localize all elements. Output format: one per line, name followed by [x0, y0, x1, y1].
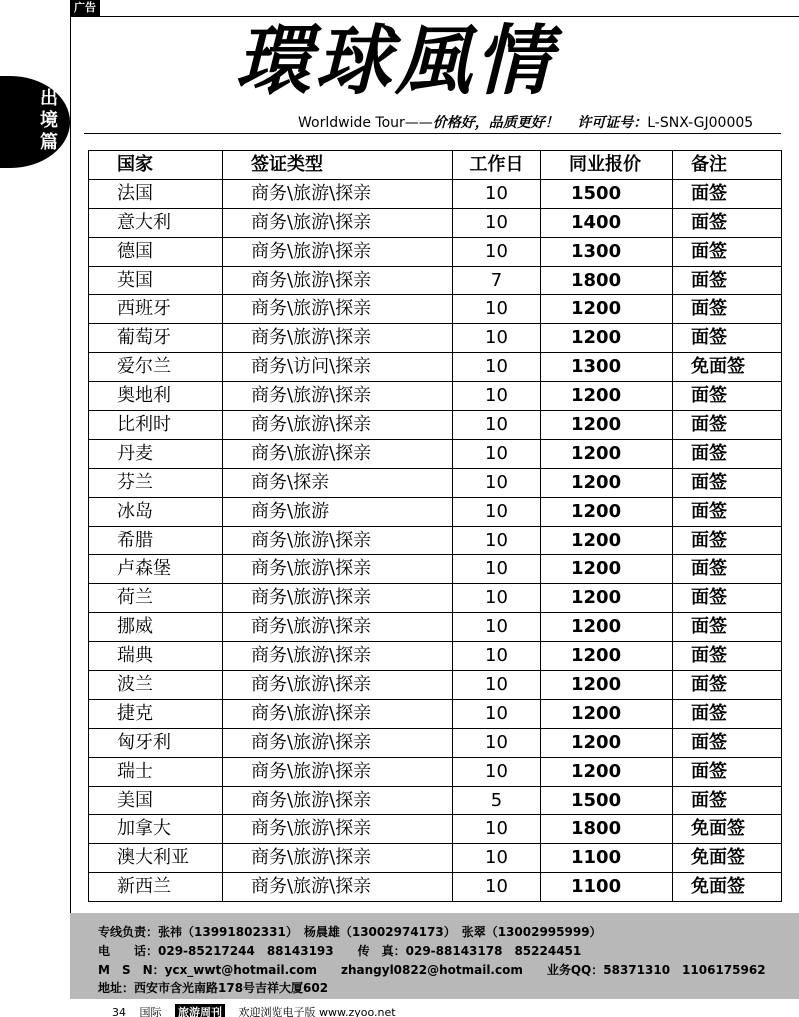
footer-website-text: 欢迎浏览电子版 www.zyoo.net	[238, 1006, 396, 1017]
price-cell: 1200	[541, 324, 673, 353]
working-days-cell: 10	[453, 208, 541, 237]
country-cell: 冰岛	[89, 497, 223, 526]
working-days-cell: 10	[453, 526, 541, 555]
price-cell: 1300	[541, 353, 673, 382]
visa-type-cell: 商务\访问\探亲	[223, 353, 453, 382]
country-cell: 奥地利	[89, 382, 223, 411]
table-row	[89, 295, 782, 324]
notes-cell: 面签	[673, 382, 782, 411]
visa-type-cell: 商务\旅游\探亲	[223, 757, 453, 786]
table-row	[89, 179, 782, 208]
table-header-row	[89, 151, 782, 180]
visa-type-cell: 商务\旅游\探亲	[223, 699, 453, 728]
header-price: 同业报价	[541, 151, 673, 180]
table-row	[89, 584, 782, 613]
working-days-cell: 10	[453, 844, 541, 873]
working-days-cell: 10	[453, 699, 541, 728]
working-days-cell: 10	[453, 324, 541, 353]
table-row	[89, 699, 782, 728]
table-row	[89, 555, 782, 584]
footer-section: 国际	[139, 1006, 162, 1017]
table-row	[89, 873, 782, 902]
country-cell: 瑞士	[89, 757, 223, 786]
country-cell: 美国	[89, 786, 223, 815]
notes-cell: 免面签	[673, 844, 782, 873]
price-cell: 1200	[541, 613, 673, 642]
working-days-cell: 10	[453, 613, 541, 642]
visa-type-cell: 商务\旅游\探亲	[223, 324, 453, 353]
notes-cell: 面签	[673, 642, 782, 671]
table-row	[89, 439, 782, 468]
working-days-cell: 10	[453, 815, 541, 844]
price-cell: 1200	[541, 439, 673, 468]
notes-cell: 面签	[673, 324, 782, 353]
header-country: 国家	[89, 151, 223, 180]
country-cell: 捷克	[89, 699, 223, 728]
table-row	[89, 642, 782, 671]
working-days-cell: 10	[453, 497, 541, 526]
country-cell: 澳大利亚	[89, 844, 223, 873]
visa-type-cell: 商务\旅游\探亲	[223, 584, 453, 613]
price-cell: 1500	[541, 786, 673, 815]
country-cell: 英国	[89, 266, 223, 295]
visa-type-cell: 商务\旅游\探亲	[223, 728, 453, 757]
header-visa-type: 签证类型	[223, 151, 453, 180]
notes-cell: 面签	[673, 757, 782, 786]
visa-type-cell: 商务\旅游\探亲	[223, 873, 453, 902]
contact-panel	[70, 913, 799, 999]
price-cell: 1200	[541, 497, 673, 526]
notes-cell: 面签	[673, 179, 782, 208]
table-row	[89, 411, 782, 440]
working-days-cell: 10	[453, 439, 541, 468]
table-row	[89, 468, 782, 497]
notes-cell: 免面签	[673, 815, 782, 844]
notes-cell: 面签	[673, 208, 782, 237]
notes-cell: 面签	[673, 728, 782, 757]
country-cell: 加拿大	[89, 815, 223, 844]
price-cell: 1800	[541, 815, 673, 844]
working-days-cell: 10	[453, 179, 541, 208]
country-cell: 法国	[89, 179, 223, 208]
header-rule	[84, 133, 781, 134]
masthead-title: 環球風情	[235, 16, 555, 105]
visa-type-cell: 商务\旅游\探亲	[223, 237, 453, 266]
country-cell: 芬兰	[89, 468, 223, 497]
visa-type-cell: 商务\旅游\探亲	[223, 526, 453, 555]
country-cell: 爱尔兰	[89, 353, 223, 382]
price-cell: 1200	[541, 757, 673, 786]
contact-phone-fax: 电 话：029-85217244 88143193 传 真：029-88143178 85224451	[98, 944, 582, 958]
notes-cell: 面签	[673, 786, 782, 815]
country-cell: 希腊	[89, 526, 223, 555]
price-cell: 1200	[541, 584, 673, 613]
country-cell: 比利时	[89, 411, 223, 440]
contact-address: 地址：西安市含光南路178号吉祥大厦602	[98, 981, 329, 995]
table-row	[89, 208, 782, 237]
notes-cell: 免面签	[673, 353, 782, 382]
country-cell: 西班牙	[89, 295, 223, 324]
country-cell: 新西兰	[89, 873, 223, 902]
contact-managers: 专线负责：张祎（13991802331） 杨晨雄（13002974173） 张翠（13002995999）	[98, 925, 602, 939]
working-days-cell: 10	[453, 237, 541, 266]
visa-type-cell: 商务\旅游\探亲	[223, 179, 453, 208]
table-row	[89, 526, 782, 555]
price-cell: 1200	[541, 555, 673, 584]
notes-cell: 面签	[673, 266, 782, 295]
visa-type-cell: 商务\旅游\探亲	[223, 439, 453, 468]
working-days-cell: 10	[453, 411, 541, 440]
notes-cell: 面签	[673, 497, 782, 526]
visa-type-cell: 商务\旅游\探亲	[223, 786, 453, 815]
visa-type-cell: 商务\旅游\探亲	[223, 815, 453, 844]
price-cell: 1200	[541, 295, 673, 324]
table-row	[89, 613, 782, 642]
working-days-cell: 10	[453, 353, 541, 382]
price-cell: 1200	[541, 411, 673, 440]
notes-cell: 面签	[673, 526, 782, 555]
table-row	[89, 497, 782, 526]
table-row	[89, 266, 782, 295]
working-days-cell: 10	[453, 757, 541, 786]
country-cell: 挪威	[89, 613, 223, 642]
working-days-cell: 10	[453, 295, 541, 324]
country-cell: 荷兰	[89, 584, 223, 613]
price-cell: 1100	[541, 873, 673, 902]
visa-type-cell: 商务\旅游\探亲	[223, 613, 453, 642]
notes-cell: 面签	[673, 671, 782, 700]
visa-type-cell: 商务\旅游\探亲	[223, 382, 453, 411]
table-row	[89, 844, 782, 873]
visa-type-cell: 商务\旅游	[223, 497, 453, 526]
table-row	[89, 728, 782, 757]
price-cell: 1300	[541, 237, 673, 266]
notes-cell: 面签	[673, 555, 782, 584]
working-days-cell: 10	[453, 555, 541, 584]
country-cell: 丹麦	[89, 439, 223, 468]
page-number: 34	[112, 1006, 126, 1017]
working-days-cell: 10	[453, 584, 541, 613]
tagline-english: Worldwide Tour——	[298, 115, 433, 131]
working-days-cell: 10	[453, 873, 541, 902]
contact-msn-qq: M S N：ycx_wwt@hotmail.com zhangyl0822@hotmail.com 业务QQ：58371310 1106175962	[98, 963, 766, 977]
visa-type-cell: 商务\旅游\探亲	[223, 208, 453, 237]
country-cell: 葡萄牙	[89, 324, 223, 353]
working-days-cell: 10	[453, 642, 541, 671]
table-row	[89, 237, 782, 266]
table-row	[89, 353, 782, 382]
price-cell: 1400	[541, 208, 673, 237]
notes-cell: 面签	[673, 584, 782, 613]
notes-cell: 免面签	[673, 873, 782, 902]
notes-cell: 面签	[673, 613, 782, 642]
table-row	[89, 671, 782, 700]
side-tab-label: 出境篇	[40, 88, 58, 153]
visa-type-cell: 商务\旅游\探亲	[223, 411, 453, 440]
price-cell: 1200	[541, 728, 673, 757]
country-cell: 匈牙利	[89, 728, 223, 757]
price-cell: 1800	[541, 266, 673, 295]
price-cell: 1500	[541, 179, 673, 208]
price-cell: 1200	[541, 671, 673, 700]
visa-type-cell: 商务\探亲	[223, 468, 453, 497]
country-cell: 意大利	[89, 208, 223, 237]
notes-cell: 面签	[673, 439, 782, 468]
notes-cell: 面签	[673, 237, 782, 266]
table-row	[89, 757, 782, 786]
notes-cell: 面签	[673, 411, 782, 440]
visa-type-cell: 商务\旅游\探亲	[223, 844, 453, 873]
working-days-cell: 10	[453, 382, 541, 411]
country-cell: 瑞典	[89, 642, 223, 671]
table-row	[89, 382, 782, 411]
price-cell: 1200	[541, 642, 673, 671]
working-days-cell: 5	[453, 786, 541, 815]
visa-price-table	[88, 150, 782, 902]
notes-cell: 面签	[673, 699, 782, 728]
header-working-days: 工作日	[453, 151, 541, 180]
tagline-slogan: 价格好，品质更好！	[432, 115, 559, 131]
ad-tag: 广告	[70, 0, 100, 16]
price-cell: 1200	[541, 468, 673, 497]
price-cell: 1100	[541, 844, 673, 873]
working-days-cell: 10	[453, 468, 541, 497]
table-row	[89, 815, 782, 844]
tagline	[298, 112, 753, 132]
working-days-cell: 7	[453, 266, 541, 295]
license-number: L-SNX-GJ00005	[647, 115, 754, 131]
visa-type-cell: 商务\旅游\探亲	[223, 671, 453, 700]
country-cell: 波兰	[89, 671, 223, 700]
price-cell: 1200	[541, 382, 673, 411]
footer-logo: 旅游周刊	[175, 1004, 225, 1017]
visa-type-cell: 商务\旅游\探亲	[223, 295, 453, 324]
country-cell: 卢森堡	[89, 555, 223, 584]
header-notes: 备注	[673, 151, 782, 180]
frame-left-border	[70, 16, 71, 999]
working-days-cell: 10	[453, 728, 541, 757]
price-cell: 1200	[541, 526, 673, 555]
notes-cell: 面签	[673, 295, 782, 324]
table-row	[89, 324, 782, 353]
country-cell: 德国	[89, 237, 223, 266]
visa-type-cell: 商务\旅游\探亲	[223, 555, 453, 584]
table-row	[89, 786, 782, 815]
page-footer	[112, 1004, 406, 1017]
working-days-cell: 10	[453, 671, 541, 700]
license-label: 许可证号：	[577, 115, 648, 131]
visa-type-cell: 商务\旅游\探亲	[223, 642, 453, 671]
notes-cell: 面签	[673, 468, 782, 497]
visa-type-cell: 商务\旅游\探亲	[223, 266, 453, 295]
price-cell: 1200	[541, 699, 673, 728]
